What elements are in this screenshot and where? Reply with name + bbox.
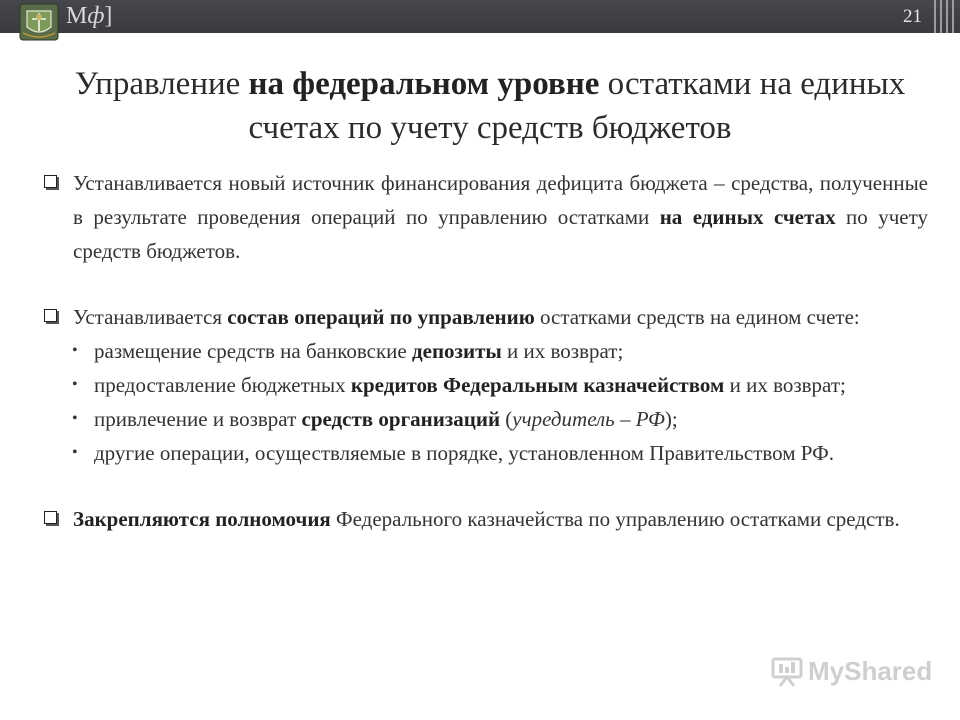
bullet-item: • предоставление бюджетных кредитов Федеральным казначейством и их возврат; [40, 368, 928, 402]
slide-number: 21 [903, 6, 922, 27]
bullet-dot-icon: • [72, 342, 78, 359]
checkbox-bullet-icon [44, 511, 57, 524]
presentation-board-icon [770, 656, 804, 688]
slide-body [40, 166, 928, 536]
bullet-dot-icon: • [72, 444, 78, 461]
checkbox-item: Устанавливается состав операций по управлению остатками средств на едином счете: [40, 300, 928, 334]
checkbox-bullet-icon [44, 309, 57, 322]
decor-rule [934, 0, 936, 33]
decor-rule [946, 0, 948, 33]
bullet-item: • привлечение и возврат средств организаций (учредитель – РФ); [40, 402, 928, 436]
watermark [770, 656, 933, 690]
bullet-item: • размещение средств на банковские депозиты и их возврат; [40, 334, 928, 368]
ministry-emblem-icon [19, 3, 59, 41]
bullet-dot-icon: • [72, 376, 78, 393]
checkbox-item: Устанавливается новый источник финансирования дефицита бюджета – средства, полученные в результате проведения операций по управлению остатками на единых счетах по учету средств бюджетов. [40, 166, 928, 268]
bullet-item: • другие операции, осуществляемые в порядке, установленном Правительством РФ. [40, 436, 928, 470]
decor-rule [940, 0, 942, 33]
brand-logo-text: Мф] [66, 3, 113, 29]
decor-rule [952, 0, 954, 33]
watermark-text: MyShared [808, 656, 933, 686]
bullet-dot-icon: • [72, 410, 78, 427]
checkbox-bullet-icon [44, 175, 57, 188]
checkbox-item: Закрепляются полномочия Федерального казначейства по управлению остатками средств. [40, 502, 928, 536]
top-bar [0, 0, 960, 33]
slide-title: Управление на федеральном уровне остатками на единых счетах по учету средств бюджетов [74, 66, 906, 146]
